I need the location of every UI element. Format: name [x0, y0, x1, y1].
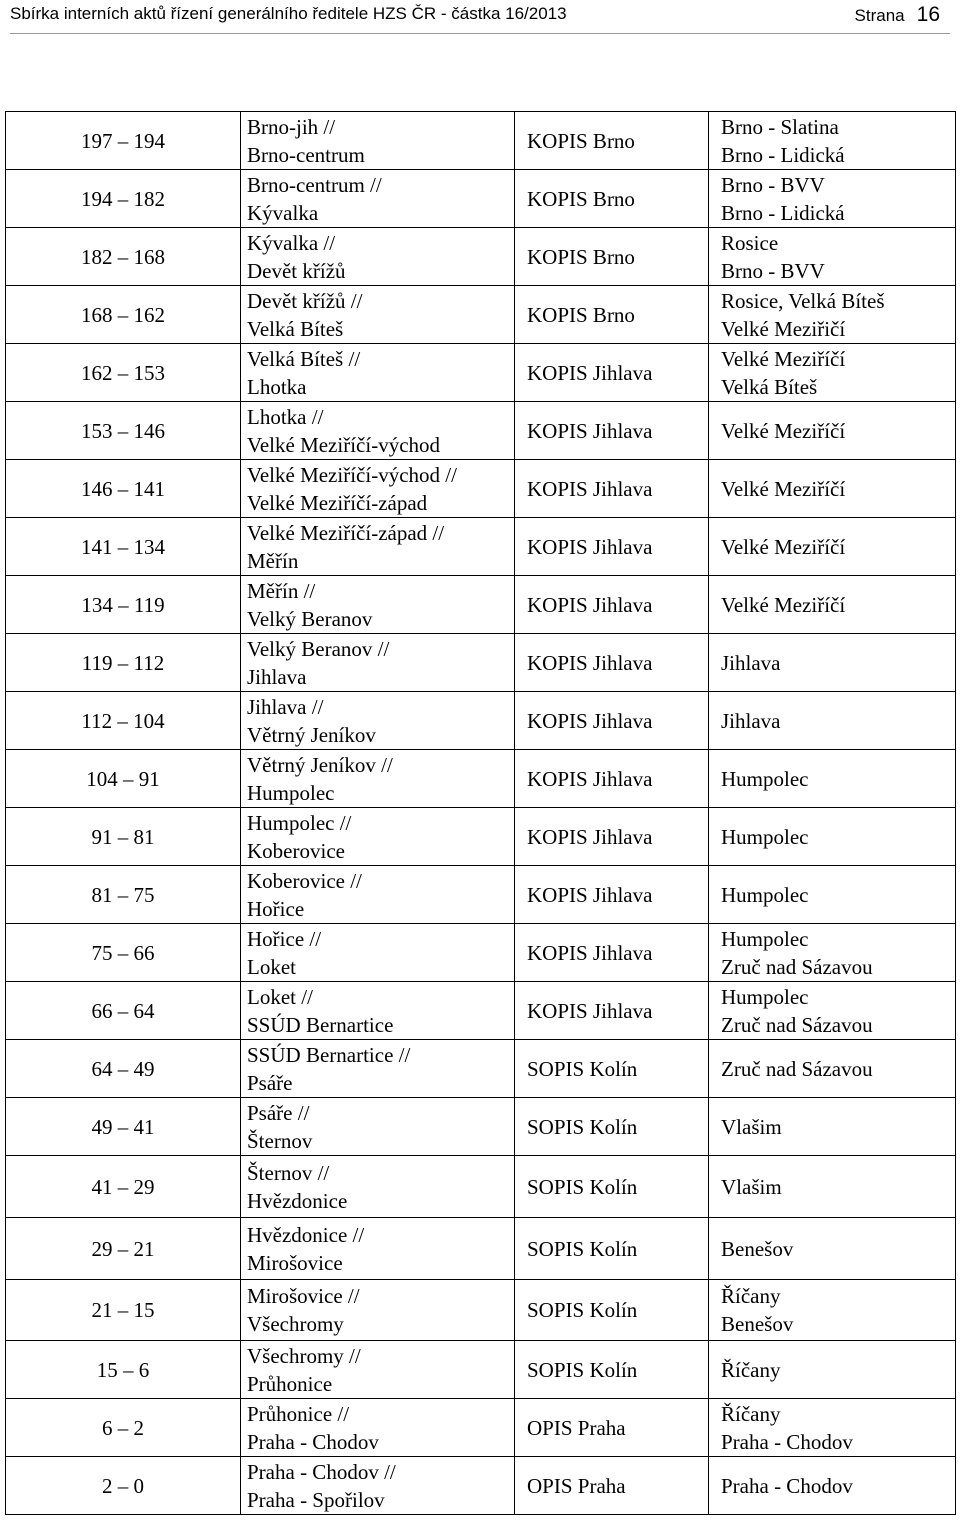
fire-station-cell — [709, 576, 956, 634]
operations-center-cell: KOPIS Jihlava — [515, 460, 709, 518]
fire-station-cell — [709, 750, 956, 808]
segment-to: Psáře — [247, 1070, 293, 1095]
segment-to: Praha - Spořilov — [247, 1487, 385, 1512]
fire-station-secondary: Zruč nad Sázavou — [721, 954, 873, 979]
segment-cell — [241, 692, 515, 750]
km-range-cell: 153 – 146 — [6, 402, 241, 460]
km-range-cell: 29 – 21 — [6, 1218, 241, 1280]
table-row — [6, 982, 956, 1040]
fire-station-cell — [709, 1218, 956, 1280]
segment-cell — [241, 460, 515, 518]
segment-cell — [241, 1040, 515, 1098]
fire-station-cell — [709, 982, 956, 1040]
segment-to: Lhotka — [247, 374, 307, 399]
km-range-cell: 81 – 75 — [6, 866, 241, 924]
segment-to: Kývalka — [247, 200, 319, 225]
fire-station-primary: Velké Meziříčí — [721, 592, 846, 617]
fire-station-cell — [709, 1399, 956, 1457]
segment-cell — [241, 286, 515, 344]
fire-station-primary: Rosice — [721, 230, 779, 255]
km-range-cell: 6 – 2 — [6, 1399, 241, 1457]
segment-cell — [241, 634, 515, 692]
table-row — [6, 518, 956, 576]
page-indicator — [855, 3, 940, 27]
segment-from: Hvězdonice // — [247, 1222, 365, 1247]
km-range-cell: 91 – 81 — [6, 808, 241, 866]
segment-from: Lhotka // — [247, 404, 324, 429]
km-range-cell: 64 – 49 — [6, 1040, 241, 1098]
segment-cell — [241, 808, 515, 866]
segment-to: Větrný Jeníkov — [247, 722, 376, 747]
table-row — [6, 1098, 956, 1156]
segment-cell — [241, 170, 515, 228]
segment-to: Všechromy — [247, 1312, 344, 1336]
fire-station-primary: Říčany — [721, 1284, 781, 1308]
table-row — [6, 692, 956, 750]
segment-cell — [241, 1156, 515, 1218]
segment-from: Koberovice // — [247, 868, 362, 893]
fire-station-cell — [709, 1098, 956, 1156]
operations-center-cell: SOPIS Kolín — [515, 1040, 709, 1098]
fire-station-cell — [709, 634, 956, 692]
operations-center-cell: KOPIS Jihlava — [515, 924, 709, 982]
km-range-cell: 194 – 182 — [6, 170, 241, 228]
page-number: 16 — [916, 3, 940, 26]
fire-station-primary: Humpolec — [721, 766, 809, 791]
segment-to: Průhonice — [247, 1371, 333, 1396]
fire-station-primary: Jihlava — [721, 708, 781, 733]
fire-station-primary: Praha - Chodov — [721, 1473, 853, 1498]
segment-cell — [241, 576, 515, 634]
operations-center-cell: KOPIS Brno — [515, 286, 709, 344]
collection-title: Sbírka interních aktů řízení generálního ředitele HZS ČR - částka 16/2013 — [10, 4, 567, 23]
segment-cell — [241, 518, 515, 576]
fire-station-cell — [709, 808, 956, 866]
segment-from: Průhonice // — [247, 1401, 350, 1426]
table-row — [6, 1218, 956, 1280]
fire-station-cell — [709, 1156, 956, 1218]
km-range-cell: 41 – 29 — [6, 1156, 241, 1218]
fire-station-primary: Jihlava — [721, 650, 781, 675]
operations-center-cell: SOPIS Kolín — [515, 1098, 709, 1156]
segment-from: Šternov // — [247, 1160, 330, 1185]
segment-cell — [241, 750, 515, 808]
operations-center-cell: KOPIS Jihlava — [515, 634, 709, 692]
segment-cell — [241, 112, 515, 170]
segment-from: Loket // — [247, 984, 313, 1009]
segment-to: Praha - Chodov — [247, 1429, 379, 1454]
fire-station-cell — [709, 1280, 956, 1341]
table-row — [6, 924, 956, 982]
table-body — [6, 112, 956, 1515]
segment-to: Devět křížů — [247, 258, 346, 283]
header-divider — [10, 33, 950, 34]
table-row — [6, 866, 956, 924]
page-label: Strana — [854, 6, 905, 25]
segment-to: Koberovice — [247, 838, 345, 863]
segment-cell — [241, 228, 515, 286]
fire-station-primary: Humpolec — [721, 824, 809, 849]
fire-station-primary: Velké Meziříčí — [721, 534, 846, 559]
km-range-cell: 141 – 134 — [6, 518, 241, 576]
fire-station-primary: Humpolec — [721, 984, 809, 1009]
fire-station-primary: Velké Meziříčí — [721, 346, 846, 371]
km-range-cell: 168 – 162 — [6, 286, 241, 344]
fire-station-primary: Humpolec — [721, 882, 809, 907]
table-row — [6, 1040, 956, 1098]
operations-center-cell: KOPIS Jihlava — [515, 808, 709, 866]
table-row — [6, 228, 956, 286]
operations-center-cell: KOPIS Brno — [515, 228, 709, 286]
segment-cell — [241, 866, 515, 924]
km-range-cell: 21 – 15 — [6, 1280, 241, 1341]
fire-station-cell — [709, 1040, 956, 1098]
segment-to: Šternov — [247, 1128, 313, 1153]
segment-from: Větrný Jeníkov // — [247, 752, 393, 777]
fire-station-cell — [709, 460, 956, 518]
operations-center-cell: KOPIS Brno — [515, 112, 709, 170]
fire-station-secondary: Brno - Lidická — [721, 142, 845, 167]
operations-center-cell: OPIS Praha — [515, 1457, 709, 1515]
segment-to: Velké Meziříčí-východ — [247, 432, 441, 457]
segment-from: Velký Beranov // — [247, 636, 390, 661]
segment-to: Loket — [247, 954, 296, 979]
km-range-cell: 182 – 168 — [6, 228, 241, 286]
operations-center-cell: KOPIS Jihlava — [515, 866, 709, 924]
km-range-cell: 119 – 112 — [6, 634, 241, 692]
km-range-cell: 75 – 66 — [6, 924, 241, 982]
km-range-cell: 112 – 104 — [6, 692, 241, 750]
operations-center-cell: SOPIS Kolín — [515, 1218, 709, 1280]
segment-from: Velké Meziříčí-východ // — [247, 462, 457, 487]
fire-station-primary: Humpolec — [721, 926, 809, 951]
km-range-cell: 197 – 194 — [6, 112, 241, 170]
segment-cell — [241, 1218, 515, 1280]
segment-cell — [241, 1399, 515, 1457]
fire-station-secondary: Velké Meziřičí — [721, 316, 846, 341]
segment-from: SSÚD Bernartice // — [247, 1042, 411, 1067]
fire-station-primary: Brno - BVV — [721, 172, 825, 197]
fire-station-cell — [709, 228, 956, 286]
segment-from: Jihlava // — [247, 694, 324, 719]
segment-from: Humpolec // — [247, 810, 352, 835]
fire-station-primary: Benešov — [721, 1236, 794, 1261]
operations-center-cell: KOPIS Jihlava — [515, 576, 709, 634]
fire-station-primary: Vlašim — [721, 1174, 782, 1199]
table-row — [6, 1156, 956, 1218]
page-header — [10, 0, 950, 34]
motorway-section-table — [5, 111, 956, 1515]
segment-from: Devět křížů // — [247, 288, 363, 313]
table-row — [6, 634, 956, 692]
fire-station-secondary: Praha - Chodov — [721, 1429, 853, 1454]
table-row — [6, 402, 956, 460]
km-range-cell: 2 – 0 — [6, 1457, 241, 1515]
fire-station-primary: Velké Meziříčí — [721, 418, 846, 443]
segment-cell — [241, 1280, 515, 1341]
segment-to: Velké Meziříčí-západ — [247, 490, 428, 515]
operations-center-cell: SOPIS Kolín — [515, 1341, 709, 1399]
fire-station-cell — [709, 518, 956, 576]
operations-center-cell: KOPIS Jihlava — [515, 344, 709, 402]
table-row — [6, 808, 956, 866]
fire-station-cell — [709, 344, 956, 402]
table-row — [6, 170, 956, 228]
table-row — [6, 344, 956, 402]
fire-station-cell — [709, 692, 956, 750]
table-row — [6, 286, 956, 344]
fire-station-secondary: Brno - BVV — [721, 258, 825, 283]
segment-to: Velký Beranov — [247, 606, 373, 631]
table-row — [6, 112, 956, 170]
segment-to: Humpolec — [247, 780, 335, 805]
operations-center-cell: KOPIS Brno — [515, 170, 709, 228]
segment-to: Jihlava — [247, 664, 307, 689]
table-row — [6, 576, 956, 634]
operations-center-cell: KOPIS Jihlava — [515, 518, 709, 576]
table-row — [6, 1457, 956, 1515]
operations-center-cell: OPIS Praha — [515, 1399, 709, 1457]
fire-station-primary: Říčany — [721, 1357, 781, 1382]
fire-station-cell — [709, 1457, 956, 1515]
fire-station-primary: Vlašim — [721, 1114, 782, 1139]
segment-cell — [241, 982, 515, 1040]
km-range-cell: 66 – 64 — [6, 982, 241, 1040]
fire-station-secondary: Benešov — [721, 1312, 794, 1336]
operations-center-cell: SOPIS Kolín — [515, 1280, 709, 1341]
operations-center-cell: KOPIS Jihlava — [515, 402, 709, 460]
km-range-cell: 104 – 91 — [6, 750, 241, 808]
segment-from: Kývalka // — [247, 230, 336, 255]
km-range-cell: 49 – 41 — [6, 1098, 241, 1156]
fire-station-cell — [709, 112, 956, 170]
segment-from: Všechromy // — [247, 1343, 361, 1368]
segment-to: Velká Bíteš — [247, 316, 344, 341]
fire-station-cell — [709, 1341, 956, 1399]
segment-from: Praha - Chodov // — [247, 1459, 396, 1484]
segment-cell — [241, 344, 515, 402]
segment-to: Hořice — [247, 896, 305, 921]
fire-station-secondary: Velká Bíteš — [721, 374, 818, 399]
km-range-cell: 134 – 119 — [6, 576, 241, 634]
fire-station-primary: Velké Meziříčí — [721, 476, 846, 501]
fire-station-primary: Rosice, Velká Bíteš — [721, 288, 885, 313]
segment-cell — [241, 1457, 515, 1515]
segment-to: Mirošovice — [247, 1250, 343, 1275]
table-row — [6, 1399, 956, 1457]
segment-from: Brno-centrum // — [247, 172, 382, 197]
segment-cell — [241, 402, 515, 460]
segment-from: Velké Meziříčí-západ // — [247, 520, 445, 545]
fire-station-cell — [709, 866, 956, 924]
operations-center-cell: SOPIS Kolín — [515, 1156, 709, 1218]
operations-center-cell: KOPIS Jihlava — [515, 982, 709, 1040]
operations-center-cell: KOPIS Jihlava — [515, 692, 709, 750]
operations-center-cell: KOPIS Jihlava — [515, 750, 709, 808]
km-range-cell: 162 – 153 — [6, 344, 241, 402]
fire-station-cell — [709, 170, 956, 228]
table-row — [6, 750, 956, 808]
segment-cell — [241, 924, 515, 982]
table-row — [6, 1280, 956, 1341]
fire-station-cell — [709, 286, 956, 344]
fire-station-primary: Zruč nad Sázavou — [721, 1056, 873, 1081]
segment-cell — [241, 1098, 515, 1156]
table-row — [6, 1341, 956, 1399]
segment-to: Měřín — [247, 548, 299, 573]
segment-from: Mirošovice // — [247, 1284, 360, 1308]
segment-from: Měřín // — [247, 578, 316, 603]
km-range-cell: 15 – 6 — [6, 1341, 241, 1399]
fire-station-primary: Říčany — [721, 1401, 781, 1426]
segment-from: Velká Bíteš // — [247, 346, 361, 371]
segment-from: Brno-jih // — [247, 114, 336, 139]
segment-from: Hořice // — [247, 926, 322, 951]
fire-station-primary: Brno - Slatina — [721, 114, 839, 139]
fire-station-cell — [709, 924, 956, 982]
table-row — [6, 460, 956, 518]
fire-station-secondary: Zruč nad Sázavou — [721, 1012, 873, 1037]
segment-cell — [241, 1341, 515, 1399]
fire-station-cell — [709, 402, 956, 460]
segment-to: Hvězdonice — [247, 1188, 348, 1213]
fire-station-secondary: Brno - Lidická — [721, 200, 845, 225]
segment-to: SSÚD Bernartice — [247, 1012, 394, 1037]
segment-to: Brno-centrum — [247, 142, 365, 167]
segment-from: Psáře // — [247, 1100, 310, 1125]
km-range-cell: 146 – 141 — [6, 460, 241, 518]
